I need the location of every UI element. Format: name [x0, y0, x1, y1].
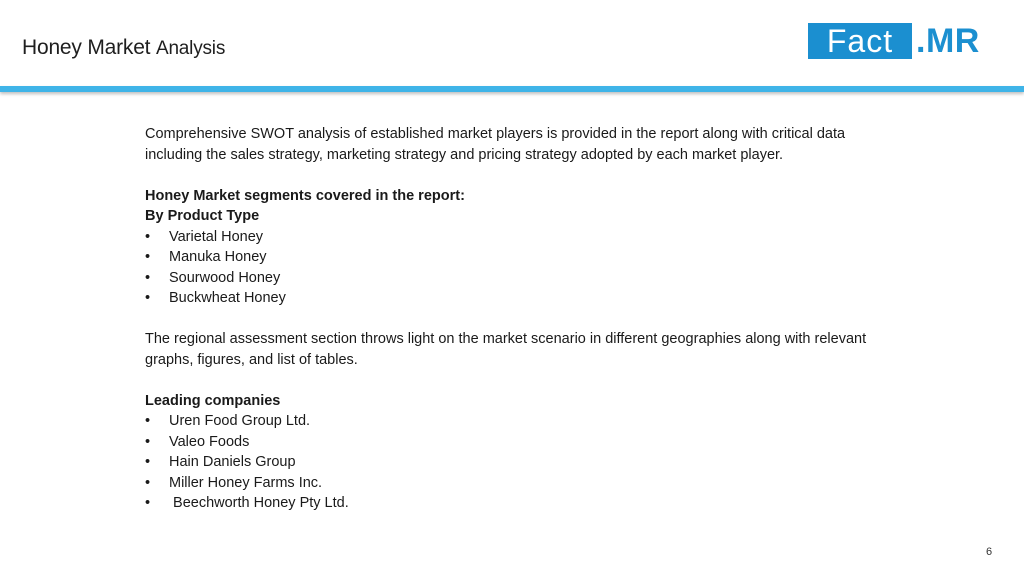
product-type-label: Varietal Honey — [169, 228, 264, 245]
product-type-label: Manuka Honey — [169, 249, 267, 265]
list-item — [145, 268, 875, 289]
page-number: 6 — [986, 546, 993, 558]
company-label: Uren Food Group Ltd. — [169, 413, 311, 429]
bullet-icon: • — [145, 290, 151, 306]
header-divider — [0, 86, 1024, 92]
spacer — [145, 309, 875, 330]
spacer — [145, 165, 875, 186]
list-item — [145, 473, 875, 494]
bullet-icon: • — [145, 474, 151, 491]
logo-tail-text: .MR — [916, 22, 980, 60]
product-type-label: Buckwheat Honey — [169, 290, 286, 306]
list-item — [145, 288, 875, 309]
list-item — [145, 452, 875, 473]
company-label: Beechworth Honey Pty Ltd. — [169, 495, 349, 511]
company-label: Miller Honey Farms Inc. — [169, 474, 323, 491]
product-type-label: Sourwood Honey — [169, 269, 281, 286]
list-item — [145, 432, 875, 453]
bullet-icon: • — [145, 433, 151, 450]
product-type-heading: By Product Type — [145, 208, 260, 224]
bullet-icon: • — [145, 269, 151, 286]
slide-title — [22, 36, 225, 60]
bullet-icon: • — [145, 249, 151, 265]
slide-title-part1: Honey Market — [22, 36, 151, 59]
companies-list — [145, 411, 875, 514]
regional-paragraph: The regional assessment section throws light on the market scenario in different geographies along with relevant graphs, figures, and list of tables. — [145, 331, 867, 368]
segments-heading: Honey Market segments covered in the report: — [145, 187, 465, 204]
bullet-icon: • — [145, 495, 151, 511]
list-item — [145, 247, 875, 268]
bullet-icon: • — [145, 413, 151, 429]
company-label: Valeo Foods — [169, 433, 250, 450]
list-item — [145, 411, 875, 432]
factmr-logo — [808, 23, 980, 59]
companies-heading: Leading companies — [145, 392, 281, 409]
list-item — [145, 227, 875, 248]
logo-box-text: Fact — [808, 23, 912, 59]
bullet-icon: • — [145, 228, 151, 245]
list-item — [145, 493, 875, 514]
company-label: Hain Daniels Group — [169, 454, 296, 470]
product-type-list — [145, 227, 875, 309]
slide-title-part2: Analysis — [155, 38, 226, 59]
slide-body — [145, 124, 875, 514]
intro-paragraph: Comprehensive SWOT analysis of established market players is provided in the report along with critical data including the sales strategy, marketing strategy and pricing strategy adopted by each market player. — [145, 126, 846, 163]
bullet-icon: • — [145, 454, 151, 470]
spacer — [145, 370, 875, 391]
